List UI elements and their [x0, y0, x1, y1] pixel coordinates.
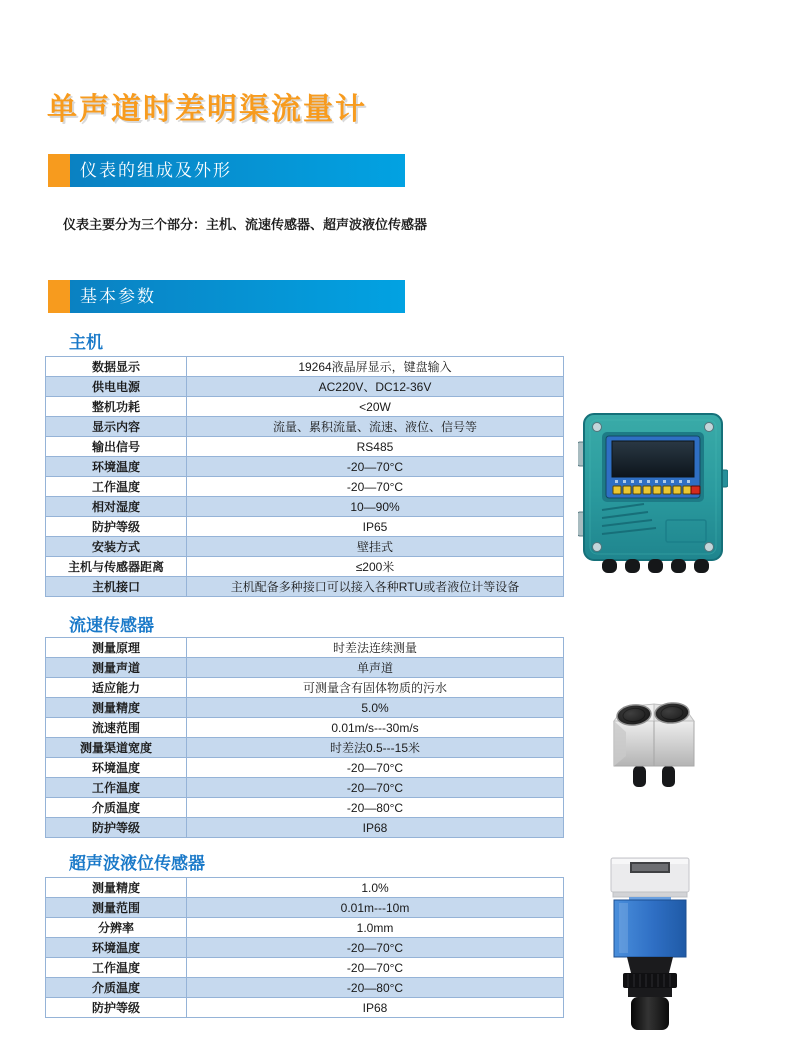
section-header-label: 仪表的组成及外形 — [80, 161, 232, 180]
velocity-sensor-photo — [606, 696, 702, 797]
table-row — [46, 998, 563, 1017]
section-header-label: 基本参数 — [80, 287, 156, 306]
table-row — [46, 758, 563, 778]
param-label: 测量精度 — [46, 698, 187, 717]
param-label: 显示内容 — [46, 417, 187, 436]
param-value: ≤200米 — [355, 559, 395, 574]
param-value: 0.01m---10m — [340, 900, 410, 915]
page-title: 单声道时差明渠流量计 — [47, 93, 367, 126]
param-label: 环境温度 — [46, 758, 187, 777]
spec-table-level-sensor — [45, 877, 564, 1018]
level-sensor-photo — [603, 854, 697, 1037]
param-value: -20—70°C — [346, 760, 404, 775]
param-label: 相对湿度 — [46, 497, 187, 516]
param-value: 1.0mm — [356, 920, 394, 935]
table-row — [46, 658, 563, 678]
orange-accent-block — [48, 280, 70, 313]
sensor-leg — [662, 766, 675, 787]
param-value: 可测量含有固体物质的污水 — [302, 680, 447, 695]
table-row — [46, 577, 563, 596]
table-row — [46, 357, 563, 377]
param-label: 输出信号 — [46, 437, 187, 456]
param-label: 测量渠道宽度 — [46, 738, 187, 757]
table-row — [46, 738, 563, 758]
param-label: 介质温度 — [46, 978, 187, 997]
param-label: 测量范围 — [46, 898, 187, 917]
param-value: IP68 — [362, 820, 388, 835]
param-value: 单声道 — [356, 660, 393, 675]
param-value: 0.01m/s---30m/s — [331, 720, 419, 735]
param-value: 壁挂式 — [356, 539, 393, 554]
param-value: 时差法连续测量 — [332, 640, 417, 655]
table-row — [46, 537, 563, 557]
param-label: 环境温度 — [46, 457, 187, 476]
param-value: IP65 — [362, 519, 388, 534]
table-row — [46, 818, 563, 837]
table-row — [46, 978, 563, 998]
orange-accent-block — [48, 154, 70, 187]
table-row — [46, 477, 563, 497]
param-label: 防护等级 — [46, 818, 187, 837]
param-value: 19264液晶屏显示，键盘输入 — [298, 359, 452, 374]
table-row — [46, 778, 563, 798]
red-key — [691, 486, 700, 494]
param-value: -20—70°C — [346, 960, 404, 975]
section-header-composition — [48, 154, 405, 187]
param-value: -20—80°C — [346, 800, 404, 815]
param-value: -20—80°C — [346, 980, 404, 995]
main-unit-photo — [578, 408, 728, 579]
param-value: RS485 — [356, 439, 394, 454]
table-row — [46, 457, 563, 477]
param-label: 适应能力 — [46, 678, 187, 697]
velocity-sensor-illustration — [606, 696, 702, 792]
sensor-leg — [633, 766, 646, 787]
param-label: 安装方式 — [46, 537, 187, 556]
param-label: 环境温度 — [46, 938, 187, 957]
param-label: 数据显示 — [46, 357, 187, 376]
param-label: 分辨率 — [46, 918, 187, 937]
param-value: 时差法0.5---15米 — [329, 740, 421, 755]
param-value: -20—70°C — [346, 479, 404, 494]
threaded-ring — [623, 973, 677, 988]
param-value: IP68 — [362, 1000, 388, 1015]
param-label: 流速范围 — [46, 718, 187, 737]
main-unit-illustration — [578, 408, 728, 574]
param-label: 测量声道 — [46, 658, 187, 677]
section-header-basic-params — [48, 280, 405, 313]
spec-table-velocity-sensor — [45, 637, 564, 838]
param-value: -20—70°C — [346, 780, 404, 795]
param-label: 防护等级 — [46, 998, 187, 1017]
table-row — [46, 517, 563, 537]
level-sensor-illustration — [603, 854, 697, 1032]
param-value: -20—70°C — [346, 459, 404, 474]
table-title-velocity-sensor: 流速传感器 — [69, 616, 154, 635]
table-row — [46, 557, 563, 577]
param-value: <20W — [359, 399, 391, 414]
table-row — [46, 417, 563, 437]
table-row — [46, 497, 563, 517]
param-label: 工作温度 — [46, 477, 187, 496]
table-row — [46, 678, 563, 698]
param-label: 主机与传感器距离 — [46, 557, 187, 576]
param-value: -20—70°C — [346, 940, 404, 955]
param-label: 介质温度 — [46, 798, 187, 817]
param-label: 防护等级 — [46, 517, 187, 536]
param-value: 1.0% — [361, 880, 389, 895]
param-label: 测量精度 — [46, 878, 187, 897]
table-row — [46, 898, 563, 918]
intro-text: 仪表主要分为三个部分：主机、流速传感器、超声波液位传感器 — [63, 217, 428, 232]
param-value: 5.0% — [361, 700, 389, 715]
table-row — [46, 718, 563, 738]
table-row — [46, 437, 563, 457]
keypad — [613, 486, 700, 494]
param-label: 主机接口 — [46, 577, 187, 596]
table-row — [46, 958, 563, 978]
table-row — [46, 938, 563, 958]
param-label: 工作温度 — [46, 778, 187, 797]
table-row — [46, 918, 563, 938]
param-value: 主机配备多种接口可以接入各种RTU或者液位计等设备 — [230, 579, 520, 594]
cable-glands — [602, 559, 709, 573]
param-value: 10—90% — [350, 499, 400, 514]
table-title-main-unit: 主机 — [69, 333, 103, 352]
table-row — [46, 638, 563, 658]
param-value: AC220V、DC12-36V — [318, 379, 432, 394]
table-row — [46, 878, 563, 898]
table-row — [46, 698, 563, 718]
spec-table-main-unit — [45, 356, 564, 597]
table-row — [46, 397, 563, 417]
table-row — [46, 377, 563, 397]
sensor-shoulder — [627, 957, 673, 973]
param-label: 供电电源 — [46, 377, 187, 396]
table-title-level-sensor: 超声波液位传感器 — [69, 854, 205, 873]
param-value: 流量、累积流量、流速、液位、信号等 — [272, 419, 477, 434]
param-label: 测量原理 — [46, 638, 187, 657]
table-row — [46, 798, 563, 818]
transducer-tube — [631, 997, 669, 1030]
param-label: 整机功耗 — [46, 397, 187, 416]
param-label: 工作温度 — [46, 958, 187, 977]
lcd-screen — [612, 441, 694, 477]
